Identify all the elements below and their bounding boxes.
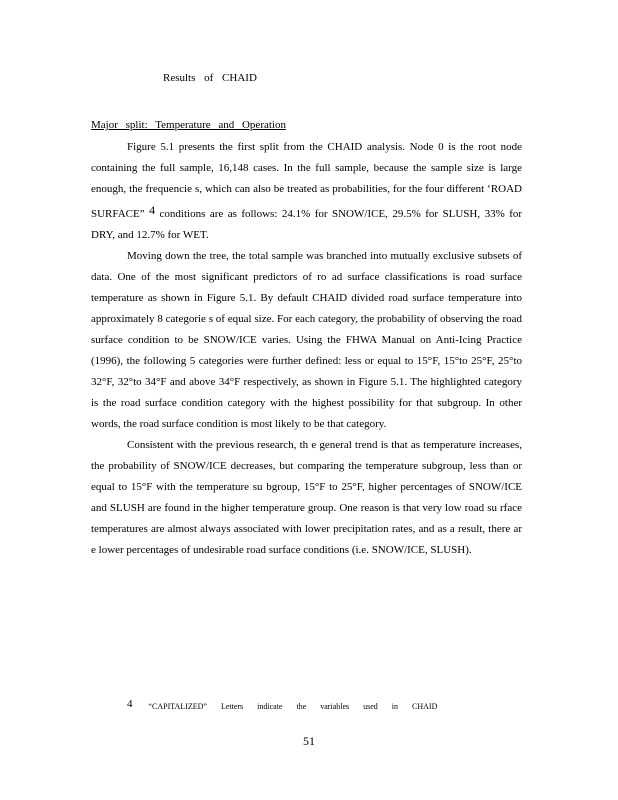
paragraph-1-part1: Figure 5.1 presents the first split from the CHAID analysis. Node 0 is the root node containing the full sample, 16,148 cases. In the full sample, because the sample size is large enough, the frequencie s, which can also be treated as probabilities, for the four different ‘ROAD SURFACE” (91, 141, 522, 220)
section-title: Results of CHAID (163, 72, 257, 84)
paragraph-1 (91, 137, 522, 246)
footnote-number: 4 (127, 698, 133, 710)
footnote-text: “CAPITALIZED” Letters indicate the variables used in CHAID (148, 702, 438, 711)
subheading: Major split: Temperature and Operation (91, 119, 286, 131)
page-number: 51 (303, 734, 315, 748)
footnote-reference: 4 (149, 203, 156, 217)
paragraph-1-part2: conditions are as follows: 24.1% for SNOW/ICE, 29.5% for SLUSH, 33% for DRY, and 12.7% for WET. (91, 208, 523, 241)
body-text (91, 137, 522, 561)
paragraph-3: Consistent with the previous research, th e general trend is that as temperature increases, the probability of SNOW/ICE decreases, but comparing the temperature subgroup, less than or equal to 15°F with the temperature su bgroup, 15°F to 25°F, higher percentages of SNOW/ICE and SLUSH are found in the higher temperature group. One reason is that very low road su rface temperatures are almost always associated with lower precipitation rates, and as a result, there ar e lower percentages of undesirable road surface conditions (i.e. SNOW/ICE, SLUSH). (91, 439, 522, 556)
paragraph-2: Moving down the tree, the total sample was branched into mutually exclusive subsets of data. One of the most significant predictors of ro ad surface classifications is road surface temperature as shown in Figure 5.1. By default CHAID divided road surface temperature into approximately 8 categorie s of equal size. For each category, the probability of observing the road surface condition to be SNOW/ICE varies. Using the FHWA Manual on Anti-Icing Practice (1996), the following 5 categories were further defined: less or equal to 15°F, 15°to 25°F, 25°to 32°F, 32°to 34°F and above 34°F respectively, as shown in Figure 5.1. The highlighted category is the road surface condition category with the highest possibility for that subgroup. In other words, the road surface condition is most likely to be that category. (91, 250, 522, 430)
footnote (127, 698, 437, 711)
